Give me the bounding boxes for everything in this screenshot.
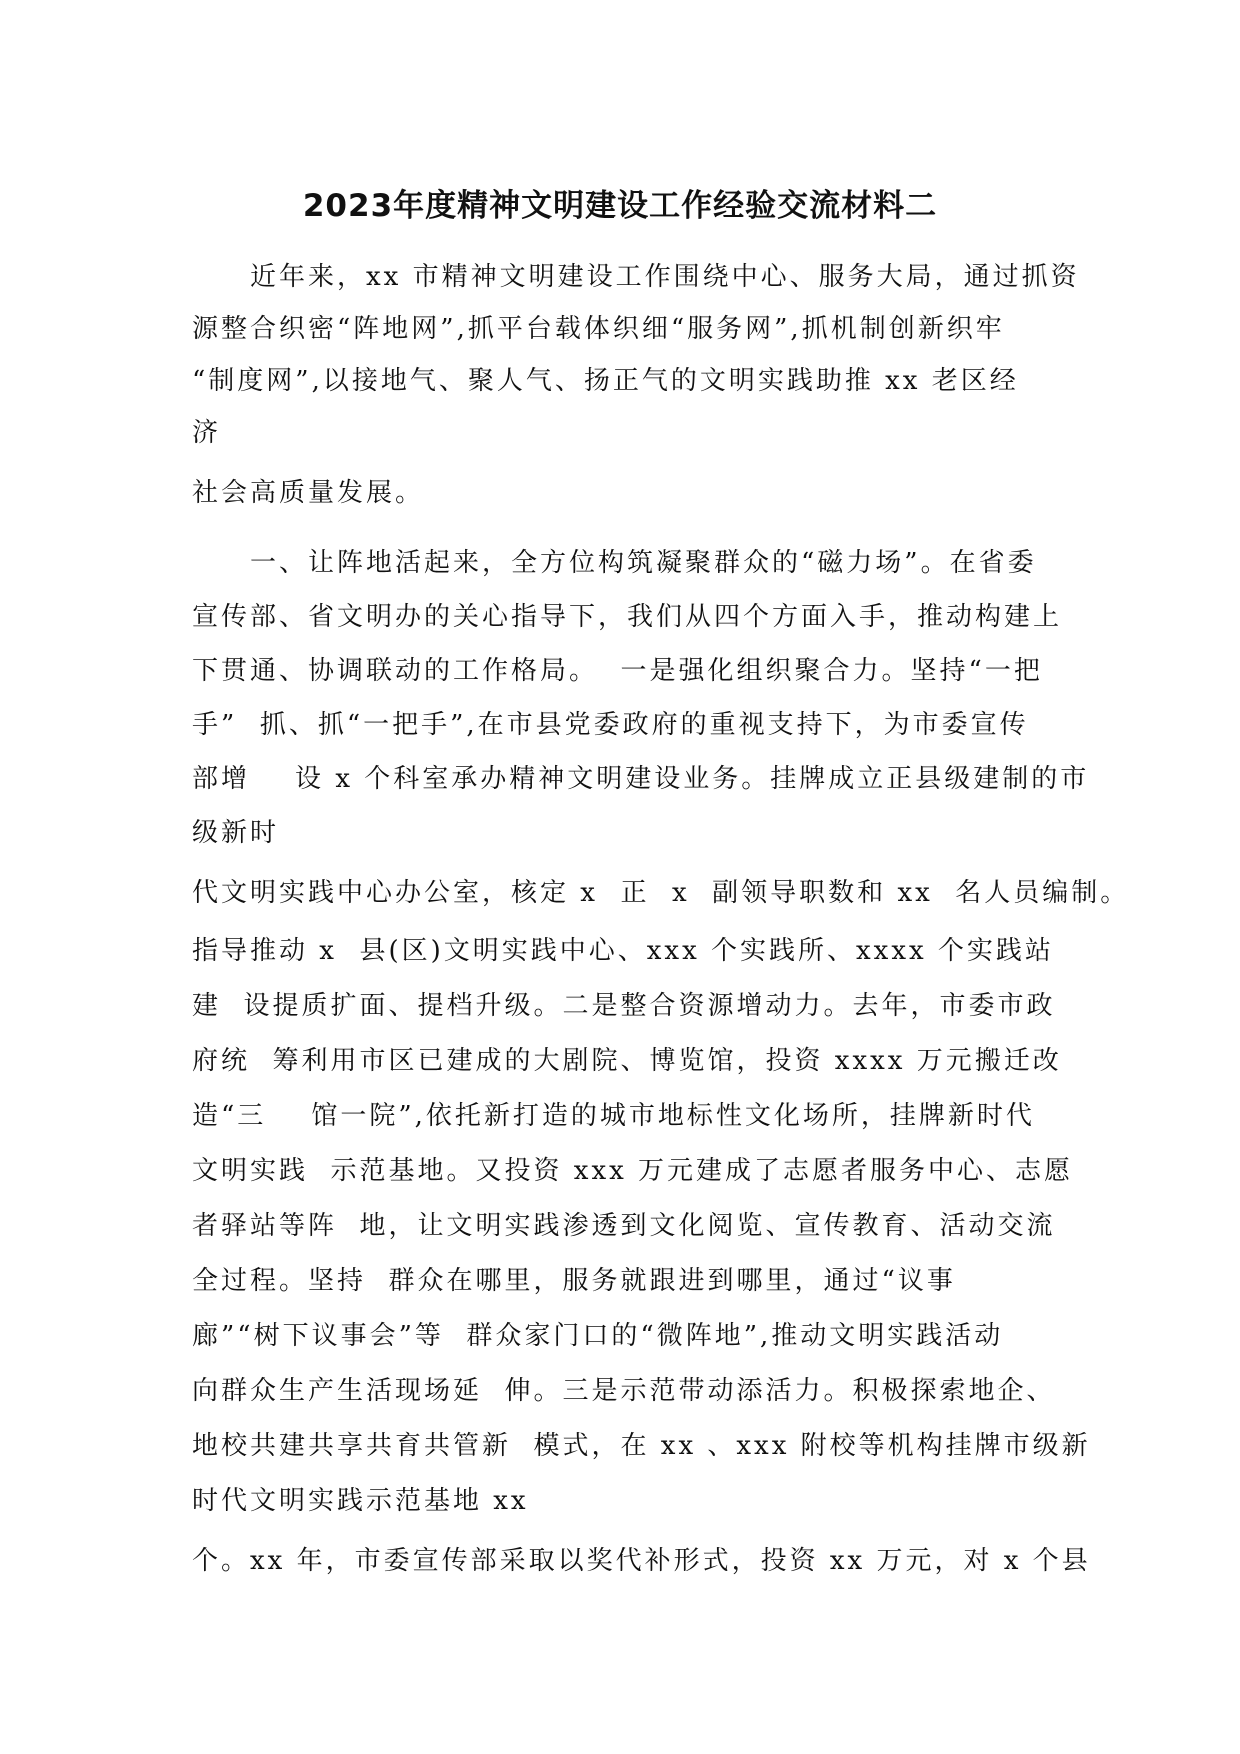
paragraph-line: 者驿站等阵 地，让文明实践渗透到文化阅览、宣传教育、活动交流 [192,1211,1056,1241]
paragraph-line: 代文明实践中心办公室，核定 x 正 x 副领导职数和 xx 名人员编制。 [192,878,1130,908]
paragraph-line: 近年来，xx 市精神文明建设工作围绕中心、服务大局，通过抓资 [250,262,1080,292]
paragraph-line: 造“三 馆一院”,依托新打造的城市地标性文化场所，挂牌新时代 [192,1101,1035,1131]
paragraph-line: 时代文明实践示范基地 xx [192,1486,529,1516]
paragraph-line: 指导推动 x 县(区)文明实践中心、xxx 个实践所、xxxx 个实践站 [192,936,1054,966]
paragraph-line: 济 [192,418,222,448]
paragraph-line: 部增 设 x 个科室承办精神文明建设业务。挂牌成立正县级建制的市 [192,764,1090,794]
paragraph-line: 府统 筹利用市区已建成的大剧院、博览馆，投资 xxxx 万元搬迁改 [192,1046,1062,1076]
document-title: 2023年度精神文明建设工作经验交流材料二 [302,188,938,224]
paragraph-line: 廊”“树下议事会”等 群众家门口的“微阵地”,推动文明实践活动 [192,1321,1004,1351]
paragraph-line: 宣传部、省文明办的关心指导下，我们从四个方面入手，推动构建上 [192,602,1063,632]
paragraph-line: 全过程。坚持 群众在哪里，服务就跟进到哪里，通过“议事 [192,1266,956,1296]
paragraph-line: 下贯通、协调联动的工作格局。 一是强化组织聚合力。坚持“一把 [192,656,1043,686]
paragraph-line: 源整合织密“阵地网”,抓平台载体织细“服务网”,抓机制创新织牢 [192,314,1005,344]
paragraph-line: 社会高质量发展。 [192,478,425,508]
paragraph-line: 手” 抓、抓“一把手”,在市县党委政府的重视支持下，为市委宣传 [192,710,1029,740]
paragraph-line: 文明实践 示范基地。又投资 xxx 万元建成了志愿者服务中心、志愿 [192,1156,1074,1186]
paragraph-line: 建 设提质扩面、提档升级。二是整合资源增动力。去年，市委市政 [192,991,1056,1021]
paragraph-line: “制度网”,以接地气、聚人气、扬正气的文明实践助推 xx 老区经 [192,366,1019,396]
paragraph-line: 级新时 [192,818,280,848]
paragraph-line: 个。xx 年，市委宣传部采取以奖代补形式，投资 xx 万元，对 x 个县 [192,1546,1091,1576]
paragraph-line: 地校共建共享共育共管新 模式，在 xx 、xxx 附校等机构挂牌市级新 [192,1431,1091,1461]
paragraph-line: 向群众生产生活现场延 伸。三是示范带动添活力。积极探索地企、 [192,1376,1056,1406]
paragraph-line: 一、让阵地活起来，全方位构筑凝聚群众的“磁力场”。在省委 [250,548,1037,578]
